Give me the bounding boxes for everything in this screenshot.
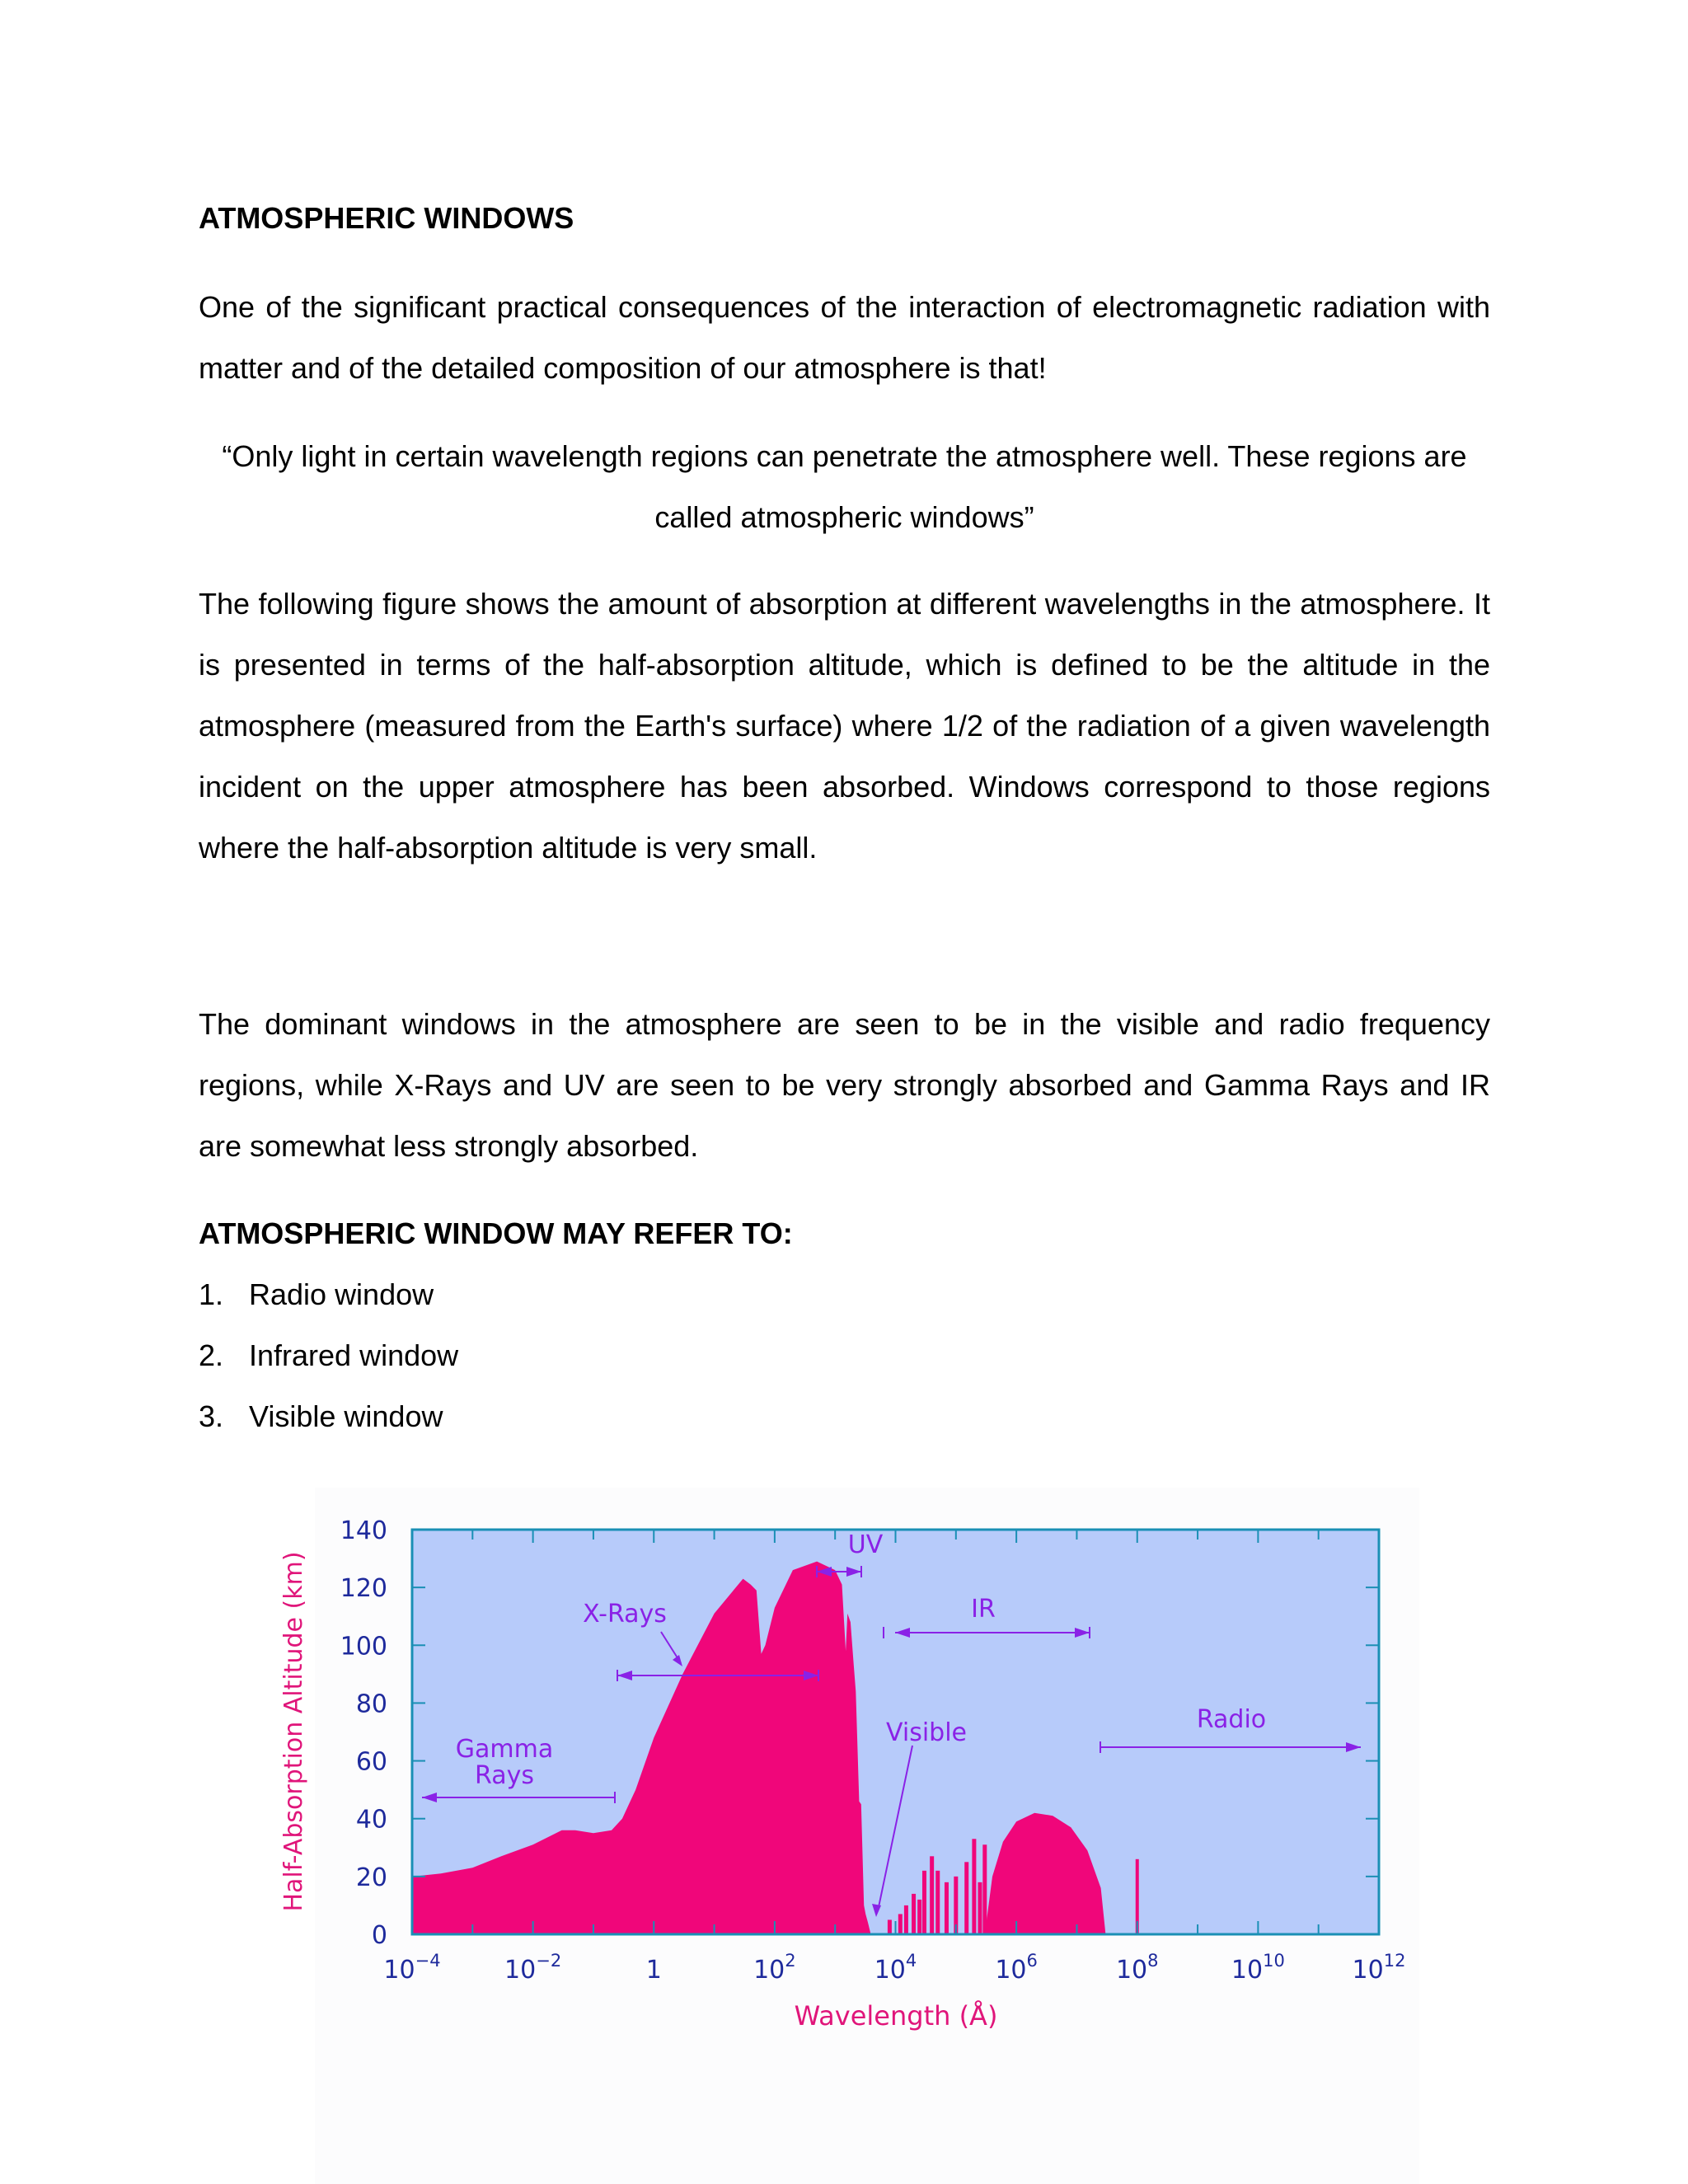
x-tick-label: $10^6$ xyxy=(995,1951,1038,1985)
absorption-spike xyxy=(978,1882,982,1934)
x-tick-label: $10^{-2}$ xyxy=(504,1951,562,1985)
list-item-text: Radio window xyxy=(249,1277,434,1311)
x-rays-label: X-Rays xyxy=(583,1600,667,1629)
radio-label: Radio xyxy=(1196,1705,1267,1734)
x-tick-label: $10^{12}$ xyxy=(1352,1951,1406,1985)
list-item-number: 2. xyxy=(199,1338,224,1372)
absorption-spike xyxy=(964,1862,968,1934)
quote-paragraph: “Only light in certain wavelength regions can penetrate the atmosphere well. These regions are called atmospheric windows” xyxy=(222,439,1467,534)
list-item-text: Infrared window xyxy=(249,1338,459,1372)
absorption-spike xyxy=(922,1871,926,1934)
absorption-spike xyxy=(912,1894,916,1934)
gamma-rays-label: Rays xyxy=(475,1761,534,1790)
figure-description-paragraph: The following figure shows the amount of absorption at different wavelengths in the atmosphere. It is presented in terms of the half-absorption altitude, which is defined to be the altitude in the atmosphere (measured from the Earth's surface) where 1/2 of the radiation of a given wavelength incident on the upper atmosphere has been absorbed. Windows correspond to those regions where the half-absorption altitude is very small. xyxy=(199,587,1490,865)
absorption-spike xyxy=(945,1882,949,1934)
ir-label: IR xyxy=(971,1595,996,1624)
intro-paragraph: One of the significant practical consequences of the interaction of electromagnetic radiation with matter and of the detailed composition of our atmosphere is that! xyxy=(199,290,1490,385)
x-tick-label: $10^8$ xyxy=(1115,1951,1159,1985)
y-tick-label: 100 xyxy=(340,1632,387,1661)
absorption-spike xyxy=(888,1919,892,1934)
x-tick-label: $10^{10}$ xyxy=(1231,1951,1285,1985)
list-heading: ATMOSPHERIC WINDOW MAY REFER TO: xyxy=(199,1216,793,1250)
gamma-rays-label: Gamma xyxy=(455,1735,554,1764)
absorption-spike xyxy=(930,1856,934,1934)
absorption-spike xyxy=(904,1905,908,1934)
x-tick-label: $10^2$ xyxy=(753,1951,796,1985)
list-item-number: 3. xyxy=(199,1399,224,1433)
y-tick-label: 0 xyxy=(371,1921,387,1950)
y-tick-label: 20 xyxy=(355,1863,387,1892)
dominant-windows-paragraph: The dominant windows in the atmosphere are seen to be in the visible and radio frequency regions, while X-Rays and UV are seen to be very strongly absorbed and Gamma Rays and IR are somewhat less strongly absorbed. xyxy=(199,1007,1490,1163)
absorption-spike xyxy=(917,1900,921,1934)
y-tick-label: 60 xyxy=(355,1747,387,1777)
uv-label: UV xyxy=(847,1530,884,1559)
y-tick-label: 120 xyxy=(340,1574,387,1604)
absorption-spike xyxy=(972,1839,976,1934)
document-heading: ATMOSPHERIC WINDOWS xyxy=(199,201,574,235)
list-item-number: 1. xyxy=(199,1277,224,1311)
x-axis-title: Wavelength (Å) xyxy=(794,2000,998,2032)
visible-label: Visible xyxy=(886,1718,967,1747)
y-tick-label: 80 xyxy=(355,1690,387,1719)
y-axis-title: Half-Absorption Altitude (km) xyxy=(279,1551,308,1912)
list-item-text: Visible window xyxy=(249,1399,443,1433)
y-tick-label: 140 xyxy=(340,1516,387,1545)
absorption-spike xyxy=(935,1871,940,1934)
y-tick-label: 40 xyxy=(355,1805,387,1835)
absorption-spike xyxy=(982,1844,987,1934)
x-tick-label: $10^{-4}$ xyxy=(383,1951,441,1985)
absorption-spike xyxy=(898,1914,903,1934)
x-tick-label: $10^4$ xyxy=(874,1951,917,1985)
x-tick-label: 1 xyxy=(645,1956,662,1985)
